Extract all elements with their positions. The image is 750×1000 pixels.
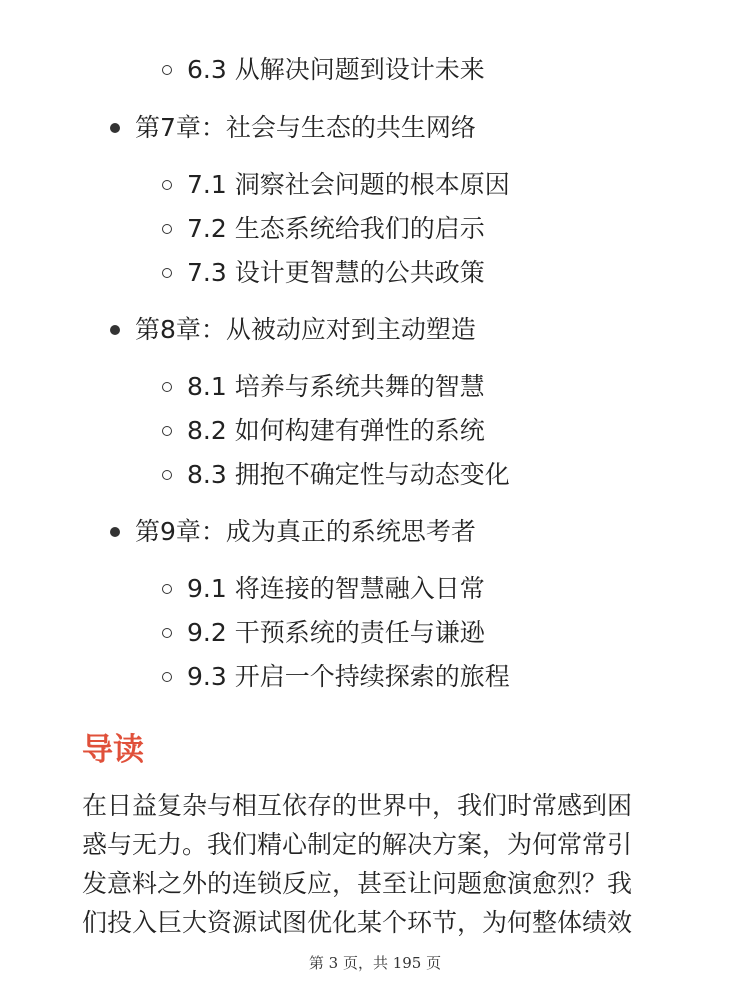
toc-item-8-2[interactable]: [162, 414, 485, 448]
toc-item-6-3[interactable]: [162, 53, 485, 87]
toc-chapter-label: 第9章：成为真正的系统思考者: [135, 517, 476, 546]
body-paragraph: [82, 786, 672, 942]
toc-item-label: 8.1 培养与系统共舞的智慧: [187, 372, 485, 401]
hollow-bullet-icon: [162, 224, 172, 234]
toc-item-7-3[interactable]: [162, 256, 485, 290]
hollow-bullet-icon: [162, 426, 172, 436]
hollow-bullet-icon: [162, 628, 172, 638]
toc-item-7-2[interactable]: [162, 212, 485, 246]
paragraph-line: 们投入巨大资源试图优化某个环节，为何整体绩效: [82, 908, 633, 937]
toc-item-9-2[interactable]: [162, 616, 485, 650]
filled-bullet-icon: [110, 325, 120, 335]
hollow-bullet-icon: [162, 180, 172, 190]
toc-item-label: 9.1 将连接的智慧融入日常: [187, 574, 485, 603]
filled-bullet-icon: [110, 527, 120, 537]
hollow-bullet-icon: [162, 65, 172, 75]
paragraph-line: 发意料之外的连锁反应，甚至让问题愈演愈烈？我: [82, 869, 633, 898]
toc-chapter-label: 第8章：从被动应对到主动塑造: [135, 315, 476, 344]
toc-item-7-1[interactable]: [162, 168, 510, 202]
toc-chapter-7[interactable]: [110, 111, 476, 145]
toc-item-label: 9.2 干预系统的责任与谦逊: [187, 618, 485, 647]
toc-item-8-3[interactable]: [162, 458, 510, 492]
toc-chapter-label: 第7章：社会与生态的共生网络: [135, 113, 476, 142]
toc-item-8-1[interactable]: [162, 370, 485, 404]
hollow-bullet-icon: [162, 672, 172, 682]
toc-item-9-3[interactable]: [162, 660, 510, 694]
toc-item-label: 8.3 拥抱不确定性与动态变化: [187, 460, 510, 489]
hollow-bullet-icon: [162, 470, 172, 480]
toc-item-label: 9.3 开启一个持续探索的旅程: [187, 662, 510, 691]
toc-item-label: 7.2 生态系统给我们的启示: [187, 214, 485, 243]
page-number-footer: 第 3 页，共 195 页: [308, 954, 442, 972]
section-heading: 导读: [82, 732, 144, 768]
hollow-bullet-icon: [162, 584, 172, 594]
hollow-bullet-icon: [162, 382, 172, 392]
paragraph-line: 在日益复杂与相互依存的世界中，我们时常感到困: [82, 791, 633, 820]
toc-chapter-9[interactable]: [110, 515, 476, 549]
toc-item-label: 8.2 如何构建有弹性的系统: [187, 416, 485, 445]
paragraph-line: 惑与无力。我们精心制定的解决方案，为何常常引: [82, 830, 633, 859]
toc-item-label: 7.3 设计更智慧的公共政策: [187, 258, 485, 287]
filled-bullet-icon: [110, 123, 120, 133]
toc-item-label: 7.1 洞察社会问题的根本原因: [187, 170, 510, 199]
hollow-bullet-icon: [162, 268, 172, 278]
toc-chapter-8[interactable]: [110, 313, 476, 347]
toc-item-9-1[interactable]: [162, 572, 485, 606]
toc-item-label: 6.3 从解决问题到设计未来: [187, 55, 485, 84]
